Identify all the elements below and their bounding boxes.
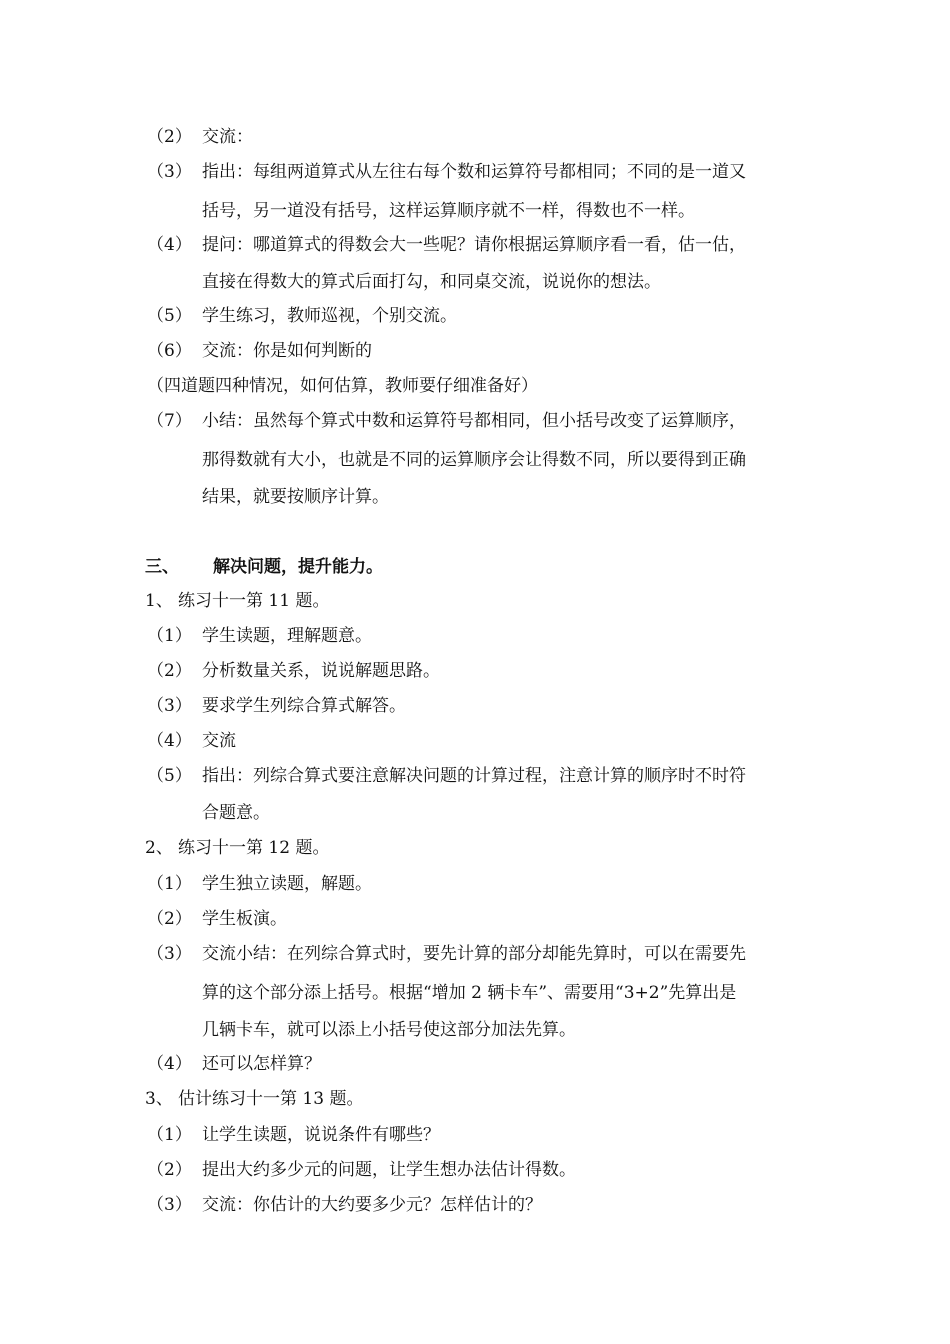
item-text: 还可以怎样算？ xyxy=(202,1054,321,1074)
item-text: 提问：哪道算式的得数会大一些呢？请你根据运算顺序看一看，估一估， xyxy=(202,235,746,255)
item-text: 学生独立读题，解题。 xyxy=(202,874,372,894)
item-text: 学生读题，理解题意。 xyxy=(202,626,372,646)
item-text: 几辆卡车，就可以添上小括号使这部分加法先算。 xyxy=(202,1020,576,1040)
item-number: （3） xyxy=(147,696,192,716)
item-number: （4） xyxy=(147,235,192,255)
exercise-title: 练习十一第 11 题。 xyxy=(178,591,330,611)
item-number: （1） xyxy=(147,626,192,646)
item-text: 合题意。 xyxy=(202,803,270,823)
item-text: 让学生读题，说说条件有哪些？ xyxy=(202,1125,440,1145)
exercise-title: 估计练习十一第 13 题。 xyxy=(178,1089,364,1109)
item-number: （1） xyxy=(147,1125,192,1145)
item-text: 交流：你估计的大约要多少元？怎样估计的？ xyxy=(202,1195,542,1215)
item-number: （2） xyxy=(147,1160,192,1180)
item-text: 直接在得数大的算式后面打勾，和同桌交流，说说你的想法。 xyxy=(202,272,661,292)
exercise-number: 1、 xyxy=(145,591,173,611)
item-number: （4） xyxy=(147,1054,192,1074)
item-text: 括号，另一道没有括号，这样运算顺序就不一样，得数也不一样。 xyxy=(202,201,695,221)
section-number: 三、 xyxy=(145,557,179,577)
item-text: 学生板演。 xyxy=(202,909,287,929)
exercise-number: 2、 xyxy=(145,838,173,858)
item-text: 算的这个部分添上括号。根据“增加 2 辆卡车”、需要用“3+2”先算出是 xyxy=(202,983,737,1003)
item-text: 学生练习，教师巡视，个别交流。 xyxy=(202,306,457,326)
item-text: 那得数就有大小，也就是不同的运算顺序会让得数不同，所以要得到正确 xyxy=(202,450,746,470)
item-text: 指出：列综合算式要注意解决问题的计算过程，注意计算的顺序时不时符 xyxy=(202,766,746,786)
item-number: （3） xyxy=(147,1195,192,1215)
item-number: （1） xyxy=(147,874,192,894)
item-number: （2） xyxy=(147,661,192,681)
item-number: （6） xyxy=(147,341,192,361)
item-number: （4） xyxy=(147,731,192,751)
note-text: （四道题四种情况，如何估算，教师要仔细准备好） xyxy=(147,376,538,396)
item-number: （3） xyxy=(147,944,192,964)
item-text: 交流小结：在列综合算式时，要先计算的部分却能先算时，可以在需要先 xyxy=(202,944,746,964)
item-number: （3） xyxy=(147,162,192,182)
exercise-title: 练习十一第 12 题。 xyxy=(178,838,330,858)
item-number: （2） xyxy=(147,909,192,929)
exercise-number: 3、 xyxy=(145,1089,173,1109)
item-text: 提出大约多少元的问题，让学生想办法估计得数。 xyxy=(202,1160,576,1180)
item-number: （5） xyxy=(147,306,192,326)
item-text: 小结：虽然每个算式中数和运算符号都相同，但小括号改变了运算顺序， xyxy=(202,411,746,431)
section-title: 解决问题，提升能力。 xyxy=(213,557,383,577)
item-text: 分析数量关系，说说解题思路。 xyxy=(202,661,440,681)
item-number: （2） xyxy=(147,127,192,147)
item-number: （7） xyxy=(147,411,192,431)
item-text: 交流 xyxy=(202,731,236,751)
item-text: 指出：每组两道算式从左往右每个数和运算符号都相同；不同的是一道又 xyxy=(202,162,746,182)
item-text: 要求学生列综合算式解答。 xyxy=(202,696,406,716)
item-text: 交流：你是如何判断的 xyxy=(202,341,372,361)
item-text: 结果，就要按顺序计算。 xyxy=(202,487,389,507)
item-text: 交流： xyxy=(202,127,253,147)
item-number: （5） xyxy=(147,766,192,786)
